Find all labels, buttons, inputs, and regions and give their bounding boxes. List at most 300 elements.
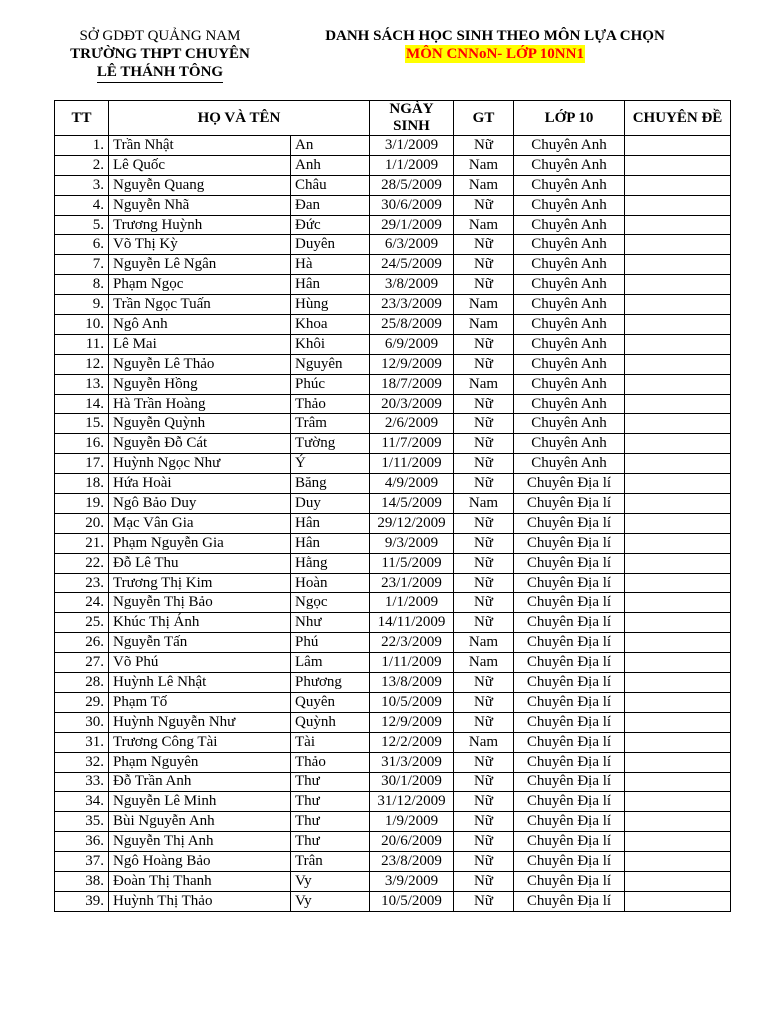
chuyen-de-cell	[625, 315, 731, 335]
family-name-cell: Hứa Hoài	[109, 474, 291, 494]
col-header-dob: NGÀY SINH	[370, 101, 454, 136]
birth-date-cell: 31/12/2009	[370, 792, 454, 812]
given-name-cell: Duyên	[291, 235, 370, 255]
table-body	[55, 136, 731, 912]
birth-date-cell: 2/6/2009	[370, 414, 454, 434]
row-number-cell: 2.	[55, 155, 109, 175]
birth-date-cell: 4/9/2009	[370, 474, 454, 494]
family-name-cell: Trần Ngọc Tuấn	[109, 295, 291, 315]
chuyen-de-cell	[625, 434, 731, 454]
gender-cell: Nam	[454, 295, 514, 315]
chuyen-de-cell	[625, 613, 731, 633]
row-number-cell: 18.	[55, 474, 109, 494]
family-name-cell: Nguyễn Thị Anh	[109, 832, 291, 852]
birth-date-cell: 24/5/2009	[370, 255, 454, 275]
gender-cell: Nữ	[454, 891, 514, 911]
class-name-cell: Chuyên Anh	[514, 295, 625, 315]
row-number-cell: 15.	[55, 414, 109, 434]
table-row	[55, 394, 731, 414]
given-name-cell: Thư	[291, 832, 370, 852]
family-name-cell: Đỗ Lê Thu	[109, 553, 291, 573]
given-name-cell: Tường	[291, 434, 370, 454]
chuyen-de-cell	[625, 155, 731, 175]
row-number-cell: 11.	[55, 334, 109, 354]
student-table	[54, 100, 731, 912]
gender-cell: Nam	[454, 732, 514, 752]
chuyen-de-cell	[625, 633, 731, 653]
col-header-gt: GT	[454, 101, 514, 136]
row-number-cell: 3.	[55, 175, 109, 195]
family-name-cell: Nguyễn Hồng	[109, 374, 291, 394]
row-number-cell: 36.	[55, 832, 109, 852]
gender-cell: Nữ	[454, 871, 514, 891]
birth-date-cell: 10/5/2009	[370, 692, 454, 712]
gender-cell: Nữ	[454, 275, 514, 295]
row-number-cell: 35.	[55, 812, 109, 832]
table-row	[55, 573, 731, 593]
family-name-cell: Huỳnh Lê Nhật	[109, 673, 291, 693]
table-row	[55, 653, 731, 673]
table-row	[55, 732, 731, 752]
gender-cell: Nữ	[454, 334, 514, 354]
document-title: DANH SÁCH HỌC SINH THEO MÔN LỰA CHỌN	[325, 28, 665, 44]
col-header-tt: TT	[55, 101, 109, 136]
given-name-cell: Thư	[291, 792, 370, 812]
birth-date-cell: 3/1/2009	[370, 136, 454, 156]
table-row	[55, 295, 731, 315]
table-header	[55, 101, 731, 136]
table-row	[55, 454, 731, 474]
class-name-cell: Chuyên Địa lí	[514, 891, 625, 911]
gender-cell: Nữ	[454, 832, 514, 852]
family-name-cell: Ngô Anh	[109, 315, 291, 335]
given-name-cell: Như	[291, 613, 370, 633]
class-name-cell: Chuyên Địa lí	[514, 613, 625, 633]
gender-cell: Nữ	[454, 593, 514, 613]
given-name-cell: Phúc	[291, 374, 370, 394]
row-number-cell: 14.	[55, 394, 109, 414]
given-name-cell: Ngọc	[291, 593, 370, 613]
row-number-cell: 23.	[55, 573, 109, 593]
class-name-cell: Chuyên Địa lí	[514, 871, 625, 891]
class-name-cell: Chuyên Địa lí	[514, 852, 625, 872]
given-name-cell: Ý	[291, 454, 370, 474]
chuyen-de-cell	[625, 414, 731, 434]
birth-date-cell: 3/9/2009	[370, 871, 454, 891]
row-number-cell: 8.	[55, 275, 109, 295]
gender-cell: Nữ	[454, 772, 514, 792]
chuyen-de-cell	[625, 394, 731, 414]
family-name-cell: Nguyễn Nhã	[109, 195, 291, 215]
table-row	[55, 136, 731, 156]
row-number-cell: 26.	[55, 633, 109, 653]
table-row	[55, 374, 731, 394]
document-subtitle: MÔN CNNoN- LỚP 10NN1	[406, 46, 584, 62]
gender-cell: Nữ	[454, 533, 514, 553]
table-row	[55, 175, 731, 195]
given-name-cell: Châu	[291, 175, 370, 195]
chuyen-de-cell	[625, 692, 731, 712]
class-name-cell: Chuyên Anh	[514, 454, 625, 474]
chuyen-de-cell	[625, 275, 731, 295]
table-row	[55, 553, 731, 573]
given-name-cell: Hoàn	[291, 573, 370, 593]
gender-cell: Nữ	[454, 474, 514, 494]
table-row	[55, 832, 731, 852]
family-name-cell: Ngô Bảo Duy	[109, 494, 291, 514]
row-number-cell: 4.	[55, 195, 109, 215]
birth-date-cell: 14/5/2009	[370, 494, 454, 514]
given-name-cell: Vy	[291, 891, 370, 911]
class-name-cell: Chuyên Anh	[514, 235, 625, 255]
class-name-cell: Chuyên Địa lí	[514, 533, 625, 553]
table-row	[55, 533, 731, 553]
birth-date-cell: 6/9/2009	[370, 334, 454, 354]
given-name-cell: Hân	[291, 275, 370, 295]
birth-date-cell: 23/8/2009	[370, 852, 454, 872]
class-name-cell: Chuyên Địa lí	[514, 553, 625, 573]
birth-date-cell: 6/3/2009	[370, 235, 454, 255]
family-name-cell: Trương Huỳnh	[109, 215, 291, 235]
birth-date-cell: 11/7/2009	[370, 434, 454, 454]
table-row	[55, 494, 731, 514]
gender-cell: Nữ	[454, 792, 514, 812]
given-name-cell: Lâm	[291, 653, 370, 673]
row-number-cell: 22.	[55, 553, 109, 573]
chuyen-de-cell	[625, 832, 731, 852]
given-name-cell: Khoa	[291, 315, 370, 335]
chuyen-de-cell	[625, 255, 731, 275]
birth-date-cell: 12/9/2009	[370, 354, 454, 374]
table-row	[55, 772, 731, 792]
table-row	[55, 891, 731, 911]
birth-date-cell: 29/1/2009	[370, 215, 454, 235]
row-number-cell: 9.	[55, 295, 109, 315]
given-name-cell: Quyên	[291, 692, 370, 712]
chuyen-de-cell	[625, 474, 731, 494]
row-number-cell: 32.	[55, 752, 109, 772]
gender-cell: Nam	[454, 175, 514, 195]
birth-date-cell: 10/5/2009	[370, 891, 454, 911]
col-header-name: HỌ VÀ TÊN	[109, 101, 370, 136]
family-name-cell: Nguyễn Thị Bảo	[109, 593, 291, 613]
class-name-cell: Chuyên Anh	[514, 155, 625, 175]
chuyen-de-cell	[625, 593, 731, 613]
row-number-cell: 5.	[55, 215, 109, 235]
class-name-cell: Chuyên Anh	[514, 414, 625, 434]
family-name-cell: Nguyễn Tấn	[109, 633, 291, 653]
given-name-cell: Trâm	[291, 414, 370, 434]
school-name-line2: LÊ THÁNH TÔNG	[97, 63, 223, 83]
birth-date-cell: 12/9/2009	[370, 712, 454, 732]
birth-date-cell: 9/3/2009	[370, 533, 454, 553]
birth-date-cell: 28/5/2009	[370, 175, 454, 195]
row-number-cell: 38.	[55, 871, 109, 891]
gender-cell: Nữ	[454, 752, 514, 772]
row-number-cell: 37.	[55, 852, 109, 872]
given-name-cell: Thảo	[291, 394, 370, 414]
birth-date-cell: 18/7/2009	[370, 374, 454, 394]
gender-cell: Nữ	[454, 573, 514, 593]
family-name-cell: Nguyễn Lê Ngân	[109, 255, 291, 275]
gender-cell: Nam	[454, 215, 514, 235]
gender-cell: Nữ	[454, 414, 514, 434]
class-name-cell: Chuyên Địa lí	[514, 494, 625, 514]
chuyen-de-cell	[625, 494, 731, 514]
row-number-cell: 33.	[55, 772, 109, 792]
birth-date-cell: 23/3/2009	[370, 295, 454, 315]
given-name-cell: Thư	[291, 812, 370, 832]
class-name-cell: Chuyên Địa lí	[514, 673, 625, 693]
row-number-cell: 7.	[55, 255, 109, 275]
chuyen-de-cell	[625, 295, 731, 315]
row-number-cell: 39.	[55, 891, 109, 911]
birth-date-cell: 22/3/2009	[370, 633, 454, 653]
class-name-cell: Chuyên Anh	[514, 315, 625, 335]
table-row	[55, 633, 731, 653]
birth-date-cell: 20/6/2009	[370, 832, 454, 852]
given-name-cell: Phú	[291, 633, 370, 653]
class-name-cell: Chuyên Địa lí	[514, 712, 625, 732]
table-row	[55, 275, 731, 295]
class-name-cell: Chuyên Anh	[514, 275, 625, 295]
gender-cell: Nữ	[454, 235, 514, 255]
birth-date-cell: 1/9/2009	[370, 812, 454, 832]
family-name-cell: Phạm Tố	[109, 692, 291, 712]
row-number-cell: 19.	[55, 494, 109, 514]
table-row	[55, 871, 731, 891]
row-number-cell: 13.	[55, 374, 109, 394]
table-row	[55, 474, 731, 494]
class-name-cell: Chuyên Địa lí	[514, 513, 625, 533]
chuyen-de-cell	[625, 871, 731, 891]
chuyen-de-cell	[625, 334, 731, 354]
birth-date-cell: 23/1/2009	[370, 573, 454, 593]
given-name-cell: Thư	[291, 772, 370, 792]
table-row	[55, 593, 731, 613]
birth-date-cell: 1/11/2009	[370, 454, 454, 474]
family-name-cell: Võ Thị Kỳ	[109, 235, 291, 255]
table-row	[55, 255, 731, 275]
family-name-cell: Lê Mai	[109, 334, 291, 354]
family-name-cell: Bùi Nguyễn Anh	[109, 812, 291, 832]
birth-date-cell: 13/8/2009	[370, 673, 454, 693]
class-name-cell: Chuyên Anh	[514, 215, 625, 235]
family-name-cell: Lê Quốc	[109, 155, 291, 175]
gender-cell: Nữ	[454, 812, 514, 832]
class-name-cell: Chuyên Anh	[514, 334, 625, 354]
family-name-cell: Nguyễn Đỗ Cát	[109, 434, 291, 454]
gender-cell: Nữ	[454, 454, 514, 474]
chuyen-de-cell	[625, 553, 731, 573]
given-name-cell: Đức	[291, 215, 370, 235]
given-name-cell: An	[291, 136, 370, 156]
gender-cell: Nam	[454, 315, 514, 335]
family-name-cell: Võ Phú	[109, 653, 291, 673]
gender-cell: Nữ	[454, 712, 514, 732]
chuyen-de-cell	[625, 752, 731, 772]
class-name-cell: Chuyên Địa lí	[514, 653, 625, 673]
row-number-cell: 6.	[55, 235, 109, 255]
table-row	[55, 673, 731, 693]
row-number-cell: 17.	[55, 454, 109, 474]
table-row	[55, 752, 731, 772]
class-name-cell: Chuyên Anh	[514, 354, 625, 374]
class-name-cell: Chuyên Địa lí	[514, 692, 625, 712]
row-number-cell: 27.	[55, 653, 109, 673]
table-row	[55, 334, 731, 354]
class-name-cell: Chuyên Địa lí	[514, 732, 625, 752]
birth-date-cell: 14/11/2009	[370, 613, 454, 633]
class-name-cell: Chuyên Địa lí	[514, 812, 625, 832]
family-name-cell: Trần Nhật	[109, 136, 291, 156]
gender-cell: Nữ	[454, 852, 514, 872]
family-name-cell: Phạm Ngọc	[109, 275, 291, 295]
row-number-cell: 10.	[55, 315, 109, 335]
given-name-cell: Hân	[291, 533, 370, 553]
table-row	[55, 215, 731, 235]
family-name-cell: Huỳnh Thị Thảo	[109, 891, 291, 911]
gender-cell: Nữ	[454, 553, 514, 573]
gender-cell: Nữ	[454, 692, 514, 712]
school-name-line1: TRƯỜNG THPT CHUYÊN	[70, 46, 250, 62]
family-name-cell: Đoàn Thị Thanh	[109, 871, 291, 891]
given-name-cell: Phương	[291, 673, 370, 693]
class-name-cell: Chuyên Địa lí	[514, 832, 625, 852]
family-name-cell: Trương Công Tài	[109, 732, 291, 752]
family-name-cell: Trương Thị Kim	[109, 573, 291, 593]
chuyen-de-cell	[625, 673, 731, 693]
chuyen-de-cell	[625, 792, 731, 812]
class-name-cell: Chuyên Anh	[514, 175, 625, 195]
gender-cell: Nam	[454, 653, 514, 673]
family-name-cell: Huỳnh Ngọc Như	[109, 454, 291, 474]
chuyen-de-cell	[625, 772, 731, 792]
birth-date-cell: 3/8/2009	[370, 275, 454, 295]
table-row	[55, 792, 731, 812]
row-number-cell: 12.	[55, 354, 109, 374]
row-number-cell: 34.	[55, 792, 109, 812]
class-name-cell: Chuyên Địa lí	[514, 752, 625, 772]
table-row	[55, 513, 731, 533]
class-name-cell: Chuyên Anh	[514, 195, 625, 215]
gender-cell: Nam	[454, 155, 514, 175]
chuyen-de-cell	[625, 732, 731, 752]
class-name-cell: Chuyên Anh	[514, 136, 625, 156]
row-number-cell: 28.	[55, 673, 109, 693]
class-name-cell: Chuyên Địa lí	[514, 593, 625, 613]
table-row	[55, 613, 731, 633]
row-number-cell: 20.	[55, 513, 109, 533]
gender-cell: Nữ	[454, 136, 514, 156]
gender-cell: Nam	[454, 633, 514, 653]
chuyen-de-cell	[625, 533, 731, 553]
birth-date-cell: 30/1/2009	[370, 772, 454, 792]
gender-cell: Nam	[454, 374, 514, 394]
table-row	[55, 712, 731, 732]
birth-date-cell: 11/5/2009	[370, 553, 454, 573]
given-name-cell: Duy	[291, 494, 370, 514]
given-name-cell: Tài	[291, 732, 370, 752]
birth-date-cell: 1/1/2009	[370, 593, 454, 613]
class-name-cell: Chuyên Anh	[514, 394, 625, 414]
chuyen-de-cell	[625, 215, 731, 235]
gender-cell: Nữ	[454, 434, 514, 454]
birth-date-cell: 31/3/2009	[370, 752, 454, 772]
table-row	[55, 235, 731, 255]
gender-cell: Nữ	[454, 613, 514, 633]
table-row	[55, 434, 731, 454]
class-name-cell: Chuyên Địa lí	[514, 573, 625, 593]
gender-cell: Nữ	[454, 394, 514, 414]
birth-date-cell: 25/8/2009	[370, 315, 454, 335]
class-name-cell: Chuyên Địa lí	[514, 792, 625, 812]
row-number-cell: 16.	[55, 434, 109, 454]
family-name-cell: Đỗ Trần Anh	[109, 772, 291, 792]
family-name-cell: Nguyễn Lê Minh	[109, 792, 291, 812]
row-number-cell: 1.	[55, 136, 109, 156]
given-name-cell: Băng	[291, 474, 370, 494]
table-row	[55, 354, 731, 374]
given-name-cell: Nguyên	[291, 354, 370, 374]
family-name-cell: Hà Trần Hoàng	[109, 394, 291, 414]
chuyen-de-cell	[625, 852, 731, 872]
row-number-cell: 25.	[55, 613, 109, 633]
row-number-cell: 29.	[55, 692, 109, 712]
family-name-cell: Nguyễn Lê Thảo	[109, 354, 291, 374]
department-name: SỞ GDĐT QUẢNG NAM	[79, 28, 241, 44]
family-name-cell: Nguyễn Quang	[109, 175, 291, 195]
gender-cell: Nam	[454, 494, 514, 514]
chuyen-de-cell	[625, 235, 731, 255]
given-name-cell: Hằng	[291, 553, 370, 573]
family-name-cell: Ngô Hoàng Bảo	[109, 852, 291, 872]
gender-cell: Nữ	[454, 255, 514, 275]
col-header-lop: LỚP 10	[514, 101, 625, 136]
row-number-cell: 21.	[55, 533, 109, 553]
row-number-cell: 31.	[55, 732, 109, 752]
gender-cell: Nữ	[454, 354, 514, 374]
family-name-cell: Nguyễn Quỳnh	[109, 414, 291, 434]
class-name-cell: Chuyên Anh	[514, 374, 625, 394]
chuyen-de-cell	[625, 573, 731, 593]
gender-cell: Nữ	[454, 195, 514, 215]
table-row	[55, 812, 731, 832]
row-number-cell: 30.	[55, 712, 109, 732]
col-header-chuyen-de: CHUYÊN ĐỀ	[625, 101, 731, 136]
table-row	[55, 852, 731, 872]
family-name-cell: Khúc Thị Ánh	[109, 613, 291, 633]
family-name-cell: Huỳnh Nguyễn Như	[109, 712, 291, 732]
given-name-cell: Đan	[291, 195, 370, 215]
given-name-cell: Vy	[291, 871, 370, 891]
given-name-cell: Trân	[291, 852, 370, 872]
document-header	[300, 27, 690, 63]
class-name-cell: Chuyên Anh	[514, 255, 625, 275]
given-name-cell: Khôi	[291, 334, 370, 354]
class-name-cell: Chuyên Địa lí	[514, 772, 625, 792]
given-name-cell: Hân	[291, 513, 370, 533]
table-row	[55, 315, 731, 335]
table-row	[55, 155, 731, 175]
given-name-cell: Thảo	[291, 752, 370, 772]
table-row	[55, 195, 731, 215]
chuyen-de-cell	[625, 136, 731, 156]
chuyen-de-cell	[625, 175, 731, 195]
chuyen-de-cell	[625, 891, 731, 911]
chuyen-de-cell	[625, 454, 731, 474]
birth-date-cell: 12/2/2009	[370, 732, 454, 752]
